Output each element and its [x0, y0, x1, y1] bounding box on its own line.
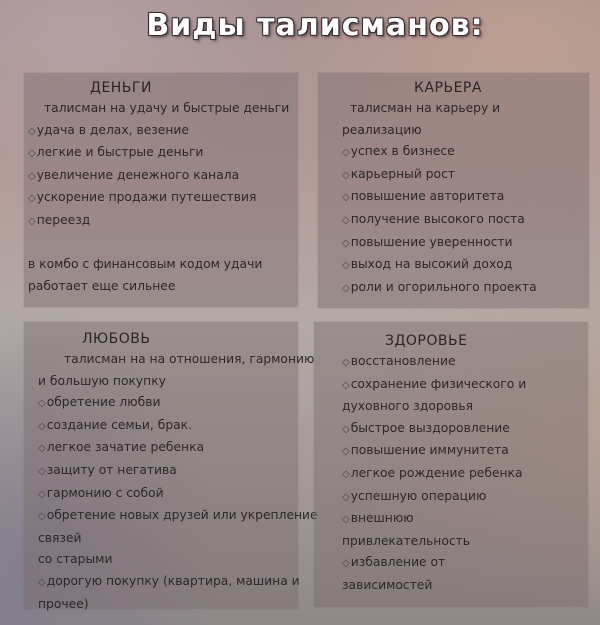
list-item: ◇легкие и быстрые деньги [28, 145, 204, 160]
diamond-bullet-icon: ◇ [342, 491, 350, 503]
list-item: ◇легкое зачатие ребенка [38, 440, 205, 455]
card-money [24, 73, 298, 307]
list-item: ◇выход на высокий доход [342, 257, 513, 272]
diamond-bullet-icon: ◇ [38, 576, 46, 588]
diamond-bullet-icon: ◇ [38, 398, 46, 410]
card-heading: ЛЮБОВЬ [82, 331, 151, 347]
diamond-bullet-icon: ◇ [342, 514, 350, 526]
list-item-continuation: привлекательность [342, 533, 471, 548]
diamond-bullet-icon: ◇ [38, 420, 46, 432]
diamond-bullet-icon: ◇ [342, 237, 350, 249]
list-item: ◇увеличение денежного канала [28, 167, 240, 182]
list-item: ◇восстановление [342, 354, 456, 368]
card-intro: талисман на карьеру и [350, 101, 501, 115]
list-item: ◇ускорение продажи путешествия [28, 190, 257, 205]
card-intro: талисман на на отношения, гармонию [64, 352, 315, 366]
diamond-bullet-icon: ◇ [342, 357, 350, 368]
list-item: ◇повышение авторитета [342, 189, 505, 204]
card-note: работает еще сильнее [28, 278, 176, 293]
spacer [28, 233, 298, 255]
diamond-bullet-icon: ◇ [342, 446, 350, 458]
diamond-bullet-icon: ◇ [38, 488, 46, 500]
list-item-continuation: связей [38, 530, 82, 545]
list-item: ◇создание семьи, брак. [38, 417, 192, 432]
card-career [318, 73, 589, 308]
diamond-bullet-icon: ◇ [342, 282, 350, 294]
diamond-bullet-icon: ◇ [28, 125, 36, 137]
card-love [24, 322, 318, 611]
diamond-bullet-icon: ◇ [38, 511, 46, 523]
list-item: ◇дорогую покупку (квартира, машина и [38, 573, 300, 588]
list-item-continuation: со старыми [38, 552, 113, 567]
list-item: ◇гармонию с собой [38, 485, 164, 500]
card-health [314, 322, 588, 607]
card-heading: ДЕНЬГИ [90, 80, 152, 96]
list-item: ◇удача в делах, везение [28, 122, 189, 137]
card-intro-continuation: реализацию [342, 122, 422, 137]
diamond-bullet-icon: ◇ [28, 215, 36, 227]
list-item: ◇роли и огорильного проекта [342, 279, 537, 294]
list-item: ◇внешнюю [342, 511, 414, 526]
list-item: ◇успех в бизнесе [342, 144, 455, 159]
list-item: ◇защиту от негатива [38, 462, 177, 477]
list-item: ◇повышение иммунитета [342, 443, 509, 458]
diamond-bullet-icon: ◇ [28, 148, 36, 160]
diamond-bullet-icon: ◇ [342, 260, 350, 272]
diamond-bullet-icon: ◇ [28, 170, 36, 182]
list-item: ◇получение высокого поста [342, 211, 525, 226]
list-item-continuation: зависимостей [342, 577, 433, 592]
page-title: Виды талисманов: [146, 8, 484, 43]
card-intro: талисман на удачу и быстрые деньги [44, 101, 290, 115]
card-heading: ЗДОРОВЬЕ [385, 333, 468, 349]
list-item: ◇сохранение физического и [342, 376, 527, 391]
diamond-bullet-icon: ◇ [28, 193, 36, 205]
list-item: ◇избавление от [342, 555, 446, 570]
diamond-bullet-icon: ◇ [38, 443, 46, 455]
diamond-bullet-icon: ◇ [342, 423, 350, 435]
list-item: ◇быстрое выздоровление [342, 420, 510, 435]
list-item: ◇переезд [28, 212, 91, 227]
list-item-continuation: прочее) [38, 596, 89, 611]
list-item: ◇обретение любви [38, 395, 161, 410]
diamond-bullet-icon: ◇ [38, 465, 46, 477]
diamond-bullet-icon: ◇ [342, 214, 350, 226]
card-note: в комбо с финансовым кодом удачи [28, 257, 263, 272]
diamond-bullet-icon: ◇ [342, 468, 350, 480]
card-intro-continuation: и большую покупку [38, 373, 166, 388]
diamond-bullet-icon: ◇ [342, 379, 350, 391]
list-item: ◇повышение уверенности [342, 234, 513, 249]
diamond-bullet-icon: ◇ [342, 169, 350, 181]
diamond-bullet-icon: ◇ [342, 192, 350, 204]
card-heading: КАРЬЕРА [414, 80, 482, 96]
list-item: ◇успешную операцию [342, 488, 487, 503]
list-item-continuation: духовного здоровья [342, 399, 474, 414]
list-item: ◇легкое рождение ребенка [342, 465, 523, 480]
diamond-bullet-icon: ◇ [342, 147, 350, 159]
list-item: ◇карьерный рост [342, 166, 455, 181]
diamond-bullet-icon: ◇ [342, 558, 350, 570]
list-item: ◇обретение новых друзей или укрепление [38, 508, 318, 523]
